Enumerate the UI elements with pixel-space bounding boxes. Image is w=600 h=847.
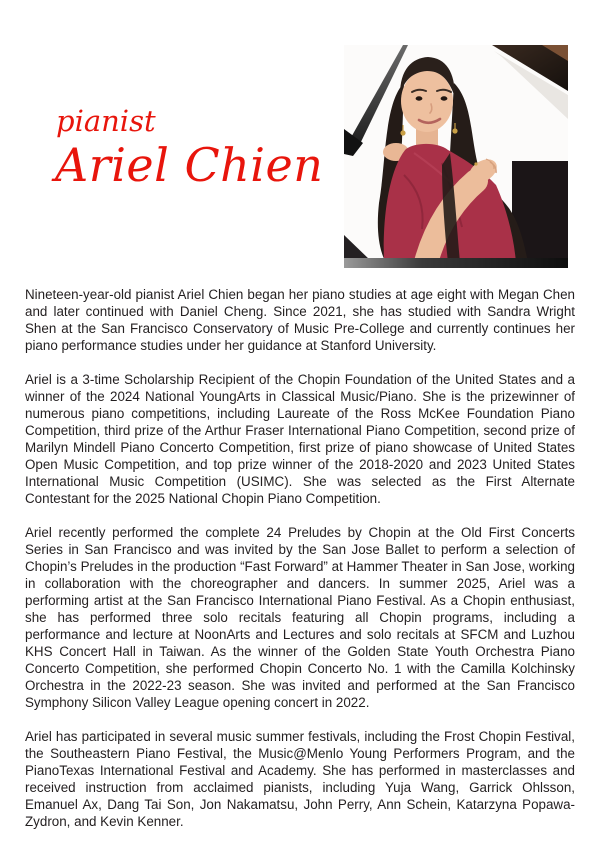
bio-paragraph-2: Ariel is a 3-time Scholarship Recipient of the Chopin Foundation of the United States and a winner of the 2024 National YoungArts in Classical Music/Piano. She is the prizewinner of numerous piano competitions, including Laureate of the Ross McKee Foundation Piano Competition, third prize of the Arthur Fraser International Piano Competition, second prize of Marilyn Mindell Piano Concerto Competition, first prize of piano showcase of United States Open Music Competition, and top prize winner of the 2018-2020 and 2023 United States International Music Competition (USIMC). She was selected as the First Alternate Contestant for the 2025 National Chopin Piano Competition. bbox=[25, 372, 575, 506]
bio-paragraph-3: Ariel recently performed the complete 24 Preludes by Chopin at the Old First Concerts Series in San Francisco and was invited by the San Jose Ballet to perform a selection of Chopin’s Preludes in the production “Fast Forward” at Hammer Theater in San Jose, working in collaboration with the choreographer and dancers. In summer 2025, Ariel was a performing artist at the San Francisco International Piano Festival. As a Chopin enthusiast, she has performed three solo recitals featuring all Chopin programs, including a performance and lecture at NoonArts and Lectures and solo recitals at SFCM and Luzhou KHS Concert Hall in Taiwan. As the winner of the Golden State Youth Orchestra Piano Concerto Competition, she performed Chopin Concerto No. 1 with the Camilla Kolchinsky Orchestra in the 2022-23 season. She was invited and performed at the San Francisco Symphony Silicon Valley League opening concert in 2022. bbox=[25, 525, 575, 710]
role-label: pianist bbox=[56, 104, 156, 138]
bio-paragraph-1: Nineteen-year-old pianist Ariel Chien began her piano studies at age eight with Megan Chen and later continued with Daniel Cheng. Since 2021, she has studied with Sandra Wright Shen at the San Francisco Conservatory of Music Pre-College and currently continues her piano performance studies under her guidance at Stanford University. bbox=[25, 287, 575, 353]
page-title: Ariel Chien bbox=[55, 138, 324, 192]
pianist-photo bbox=[344, 45, 568, 268]
bio-paragraph-4: Ariel has participated in several music summer festivals, including the Frost Chopin Festival, the Southeastern Piano Festival, the Music@Menlo Young Performers Program, and the PianoTexas International Festival and Academy. She has performed in masterclasses and received instruction from acclaimed pianists, including Yuja Wang, Garrick Ohlsson, Emanuel Ax, Dang Tai Son, Jon Nakamatsu, John Perry, Ann Schein, Katarzyna Popawa-Zydron, and Kevin Kenner. bbox=[25, 729, 575, 829]
pianist-photo-illustration bbox=[344, 45, 568, 268]
bio-section bbox=[25, 286, 575, 847]
